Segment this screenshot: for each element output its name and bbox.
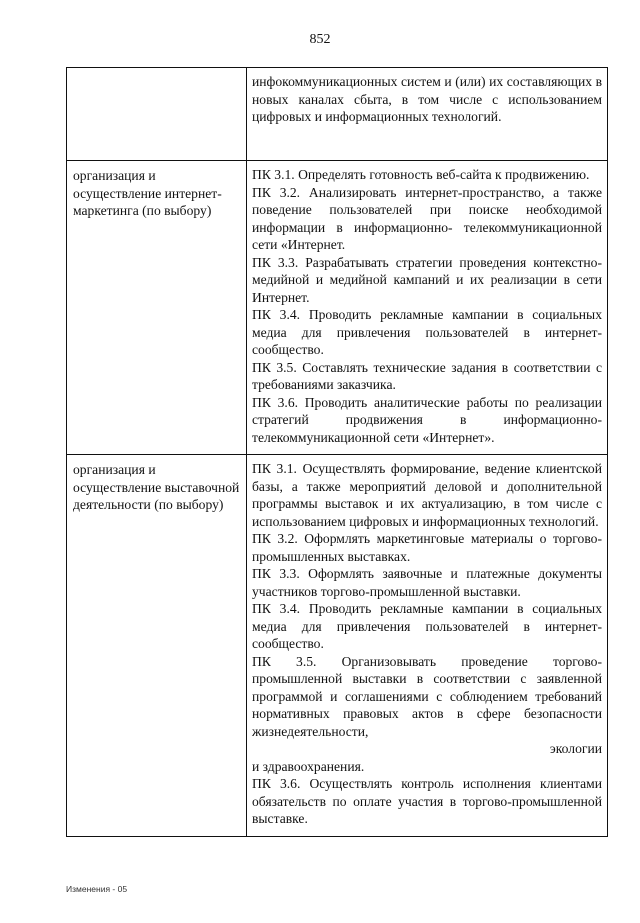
activity-area-cell: организация и осуществление выставочной деятельности (по выбору) xyxy=(67,455,247,837)
competency-pk-3-6: ПК 3.6. Проводить аналитические работы по реализации стратегий продвижения в информационно-телекоммуникационной сети «Интернет». xyxy=(252,394,602,445)
competencies-cell xyxy=(247,68,608,161)
table-row xyxy=(67,68,608,161)
competency-pk-3-5: ПК 3.5. Организовывать проведение торгово-промышленной выставки в соответствии с заявленной программой и соглашениями с соблюдением требований нормативных правовых актов в сфере безопасности жизнедеятельности, xyxy=(252,653,602,739)
revision-footer: Изменения - 05 xyxy=(66,884,128,894)
competency-text: инфокоммуникационных систем и (или) их составляющих в новых каналах сбыта, в том числе с использованием цифровых и информационных технологий. xyxy=(252,74,602,124)
table-row xyxy=(67,455,608,837)
competency-pk-3-6: ПК 3.6. Осуществлять контроль исполнения клиентами обязательств по оплате участия в торгово-промышленной выставке. xyxy=(252,776,602,826)
competency-pk-3-4: ПК 3.4. Проводить рекламные кампании в социальных медиа для привлечения пользователей в интернет-сообщество. xyxy=(252,307,602,357)
competency-table xyxy=(66,67,608,837)
competency-pk-3-4: ПК 3.4. Проводить рекламные кампании в социальных медиа для привлечения пользователей в интернет-сообщество. xyxy=(252,601,602,651)
activity-area-cell: организация и осуществление интернет-маркетинга (по выбору) xyxy=(67,161,247,455)
competency-pk-3-5-end: и здравоохранения. xyxy=(252,758,365,774)
competency-pk-3-2: ПК 3.2. Оформлять маркетинговые материалы о торгово-промышленных выставках. xyxy=(252,531,602,564)
page-number: 852 xyxy=(309,32,331,47)
competencies-cell xyxy=(247,455,608,837)
competency-pk-3-1: ПК 3.1. Определять готовность веб-сайта к продвижению. xyxy=(252,167,590,182)
competency-pk-3-1: ПК 3.1. Осуществлять формирование, ведение клиентской базы, а также мероприятий деловой и дополнительной программы выставок и их актуализацию, в том числе с использованием цифровых и информационных технологий. xyxy=(252,461,602,529)
table-row xyxy=(67,161,608,455)
competency-pk-3-3: ПК 3.3. Оформлять заявочные и платежные документы участников торгово-промышленной выставки. xyxy=(252,566,602,599)
competency-pk-3-3: ПК 3.3. Разрабатывать стратегии проведения контекстно-медийной и медийной кампаний и их реализации в сети Интернет. xyxy=(252,254,602,305)
competencies-cell xyxy=(247,161,608,455)
activity-area-cell xyxy=(67,68,247,161)
competency-pk-3-5-continued: экологии xyxy=(549,741,602,756)
competency-pk-3-2: ПК 3.2. Анализировать интернет-пространство, а также поведение пользователей при поиске необходимой информации в информационно- телекоммуникационной сети «Интернет. xyxy=(252,184,602,252)
competency-pk-3-5: ПК 3.5. Составлять технические задания в соответствии с требованиями заказчика. xyxy=(252,359,602,392)
